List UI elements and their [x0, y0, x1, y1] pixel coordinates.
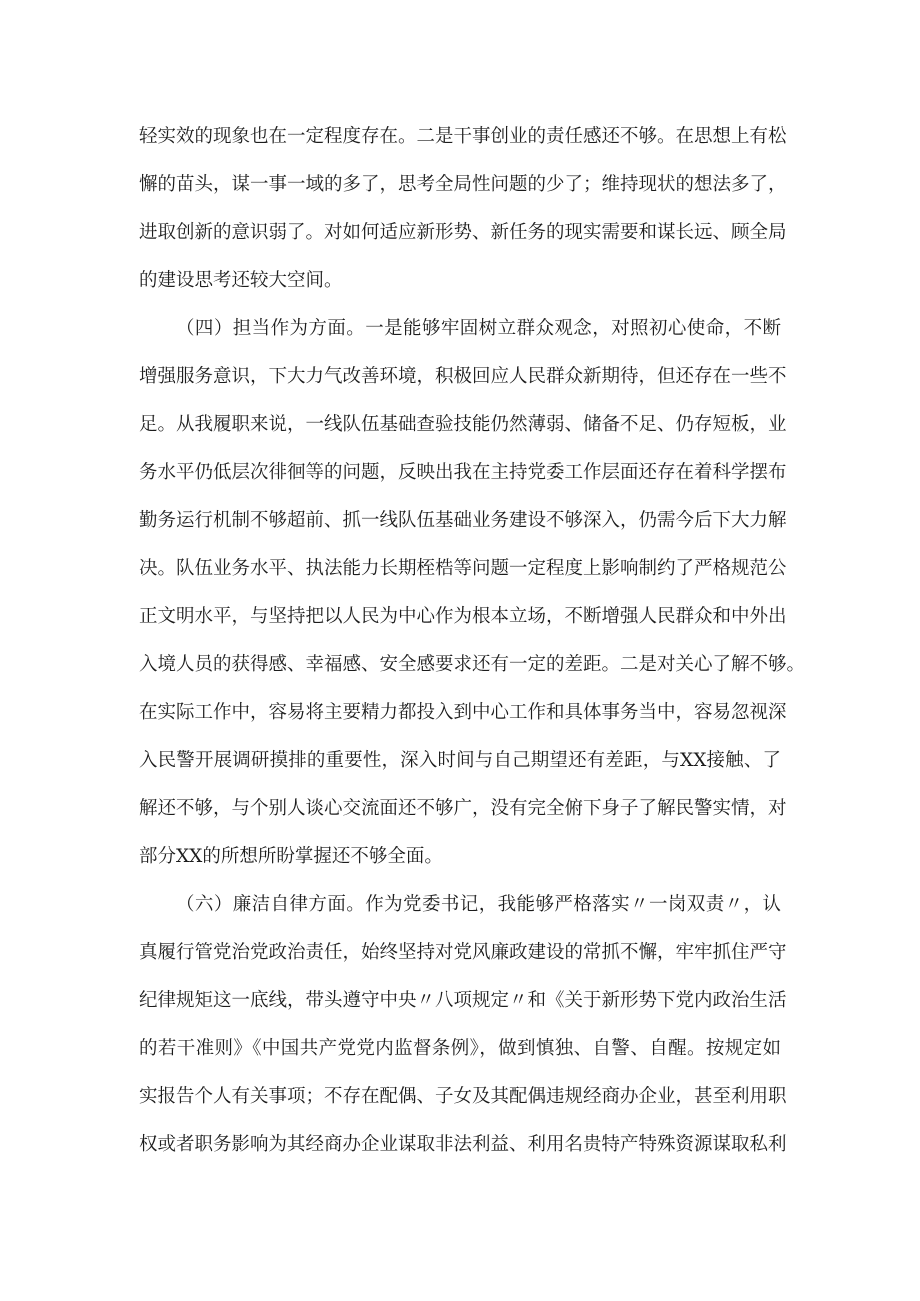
- paragraph-line: （六）廉洁自律方面。作为党委书记，我能够严格落实〃一岗双责〃，认: [176, 894, 781, 915]
- paragraph-line: 解还不够，与个别人谈心交流面还不够广，没有完全俯下身子了解民警实情，对: [139, 798, 787, 819]
- paragraph-line: 增强服务意识，下大力气改善环境，积极回应人民群众新期待，但还存在一些不: [139, 366, 787, 387]
- paragraph-line: 足。从我履职来说，一线队伍基础查验技能仍然薄弱、储备不足、仍存短板，业: [139, 414, 787, 435]
- paragraph-line: 正文明水平，与坚持把以人民为中心作为根本立场，不断增强人民群众和中外出: [139, 606, 787, 627]
- paragraph-line: 部分XX的所想所盼掌握还不够全面。: [139, 846, 443, 867]
- paragraph-line: 轻实效的现象也在一定程度存在。二是干事创业的责任感还不够。在思想上有松: [139, 126, 787, 147]
- paragraph-line: 务水平仍低层次徘徊等的问题，反映出我在主持党委工作层面还存在着科学摆布: [139, 462, 787, 483]
- paragraph-line: 的若干准则》《中国共产党党内监督条例》，做到慎独、自警、自醒。按规定如: [139, 1038, 781, 1059]
- paragraph-line: 决。队伍业务水平、执法能力长期桎梏等问题一定程度上影响制约了严格规范公: [139, 558, 787, 579]
- paragraph-line: （四）担当作为方面。一是能够牢固树立群众观念，对照初心使命，不断: [176, 318, 781, 339]
- paragraph-line: 实报告个人有关事项；不存在配偶、子女及其配偶违规经商办企业，甚至利用职: [139, 1086, 787, 1107]
- paragraph-line: 在实际工作中，容易将主要精力都投入到中心工作和具体事务当中，容易忽视深: [139, 702, 787, 723]
- paragraph-line: 懈的苗头，谋一事一域的多了，思考全局性问题的少了；维持现状的想法多了，: [139, 174, 787, 195]
- paragraph-line: 入民警开展调研摸排的重要性，深入时间与自己期望还有差距，与XX接触、了: [139, 750, 781, 771]
- paragraph-line: 纪律规矩这一底线，带头遵守中央〃八项规定〃和《关于新形势下党内政治生活: [139, 990, 787, 1011]
- paragraph-line: 勤务运行机制不够超前、抓一线队伍基础业务建设不够深入，仍需今后下大力解: [139, 510, 787, 531]
- paragraph-line: 进取创新的意识弱了。对如何适应新形势、新任务的现实需要和谋长远、顾全局: [139, 222, 787, 243]
- paragraph-line: 入境人员的获得感、幸福感、安全感要求还有一定的差距。二是对关心了解不够。: [139, 654, 806, 675]
- paragraph-line: 真履行管党治党政治责任，始终坚持对党风廉政建设的常抓不懈，牢牢抓住严守: [139, 942, 787, 963]
- paragraph-line: 权或者职务影响为其经商办企业谋取非法利益、利用名贵特产特殊资源谋取私利: [139, 1134, 787, 1155]
- paragraph-line: 的建设思考还较大空间。: [139, 270, 343, 291]
